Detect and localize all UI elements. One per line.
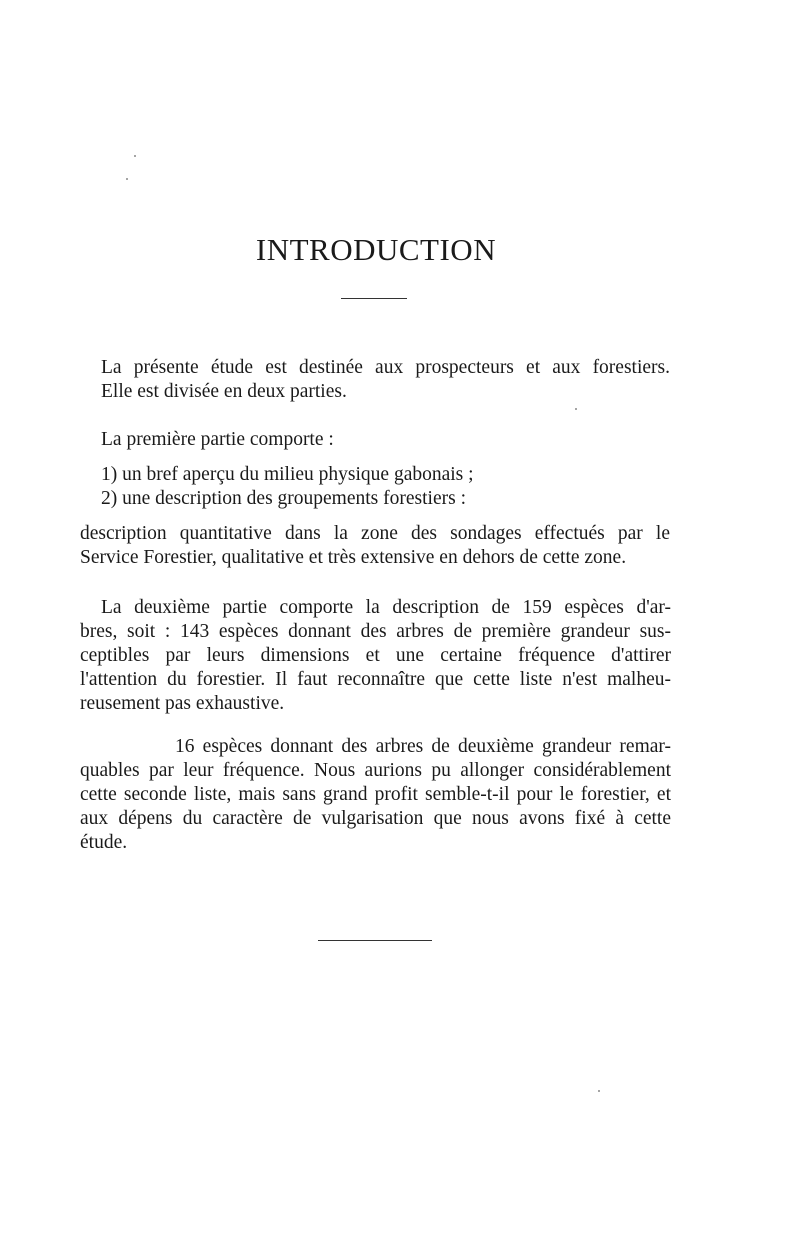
- paragraph-4-line-1: 16 espèces donnant des arbres de deuxième grandeur remar-: [175, 736, 671, 757]
- paragraph-2-intro: La première partie comporte :: [101, 429, 334, 450]
- bottom-divider: [318, 940, 432, 941]
- paragraph-4-line-2: quables par leur fréquence. Nous aurions pu allonger considérablement: [80, 760, 671, 781]
- paragraph-3-line-4: l'attention du forestier. Il faut reconnaître que cette liste n'est malheu-: [80, 669, 671, 690]
- paragraph-4-line-5: étude.: [80, 832, 128, 853]
- paragraph-1-line-1: La présente étude est destinée aux prospecteurs et aux forestiers.: [101, 357, 670, 378]
- paragraph-3-line-2: bres, soit : 143 espèces donnant des arbres de première grandeur sus-: [80, 621, 671, 642]
- paragraph-3-line-5: reusement pas exhaustive.: [80, 693, 285, 714]
- page-title: INTRODUCTION: [255, 232, 497, 267]
- paragraph-3-line-1: La deuxième partie comporte la description de 159 espèces d'ar-: [101, 597, 671, 618]
- paragraph-3-line-3: ceptibles par leurs dimensions et une certaine fréquence d'attirer: [80, 645, 671, 666]
- scan-speck: [126, 178, 128, 180]
- title-divider: [341, 298, 407, 299]
- scan-speck: [134, 155, 136, 157]
- paragraph-4-line-3: cette seconde liste, mais sans grand profit semble-t-il pour le forestier, et: [80, 784, 671, 805]
- scan-speck: [598, 1090, 600, 1092]
- paragraph-1-line-2: Elle est divisée en deux parties.: [101, 381, 347, 402]
- list-item-1: 1) un bref aperçu du milieu physique gabonais ;: [101, 464, 474, 485]
- paragraph-4-line-4: aux dépens du caractère de vulgarisation que nous avons fixé à cette: [80, 808, 671, 829]
- paragraph-2-line-2: Service Forestier, qualitative et très extensive en dehors de cette zone.: [80, 547, 627, 568]
- scan-speck: [575, 408, 577, 410]
- paragraph-2-line-1: description quantitative dans la zone des sondages effectués par le: [80, 523, 670, 544]
- list-item-2: 2) une description des groupements forestiers :: [101, 488, 466, 509]
